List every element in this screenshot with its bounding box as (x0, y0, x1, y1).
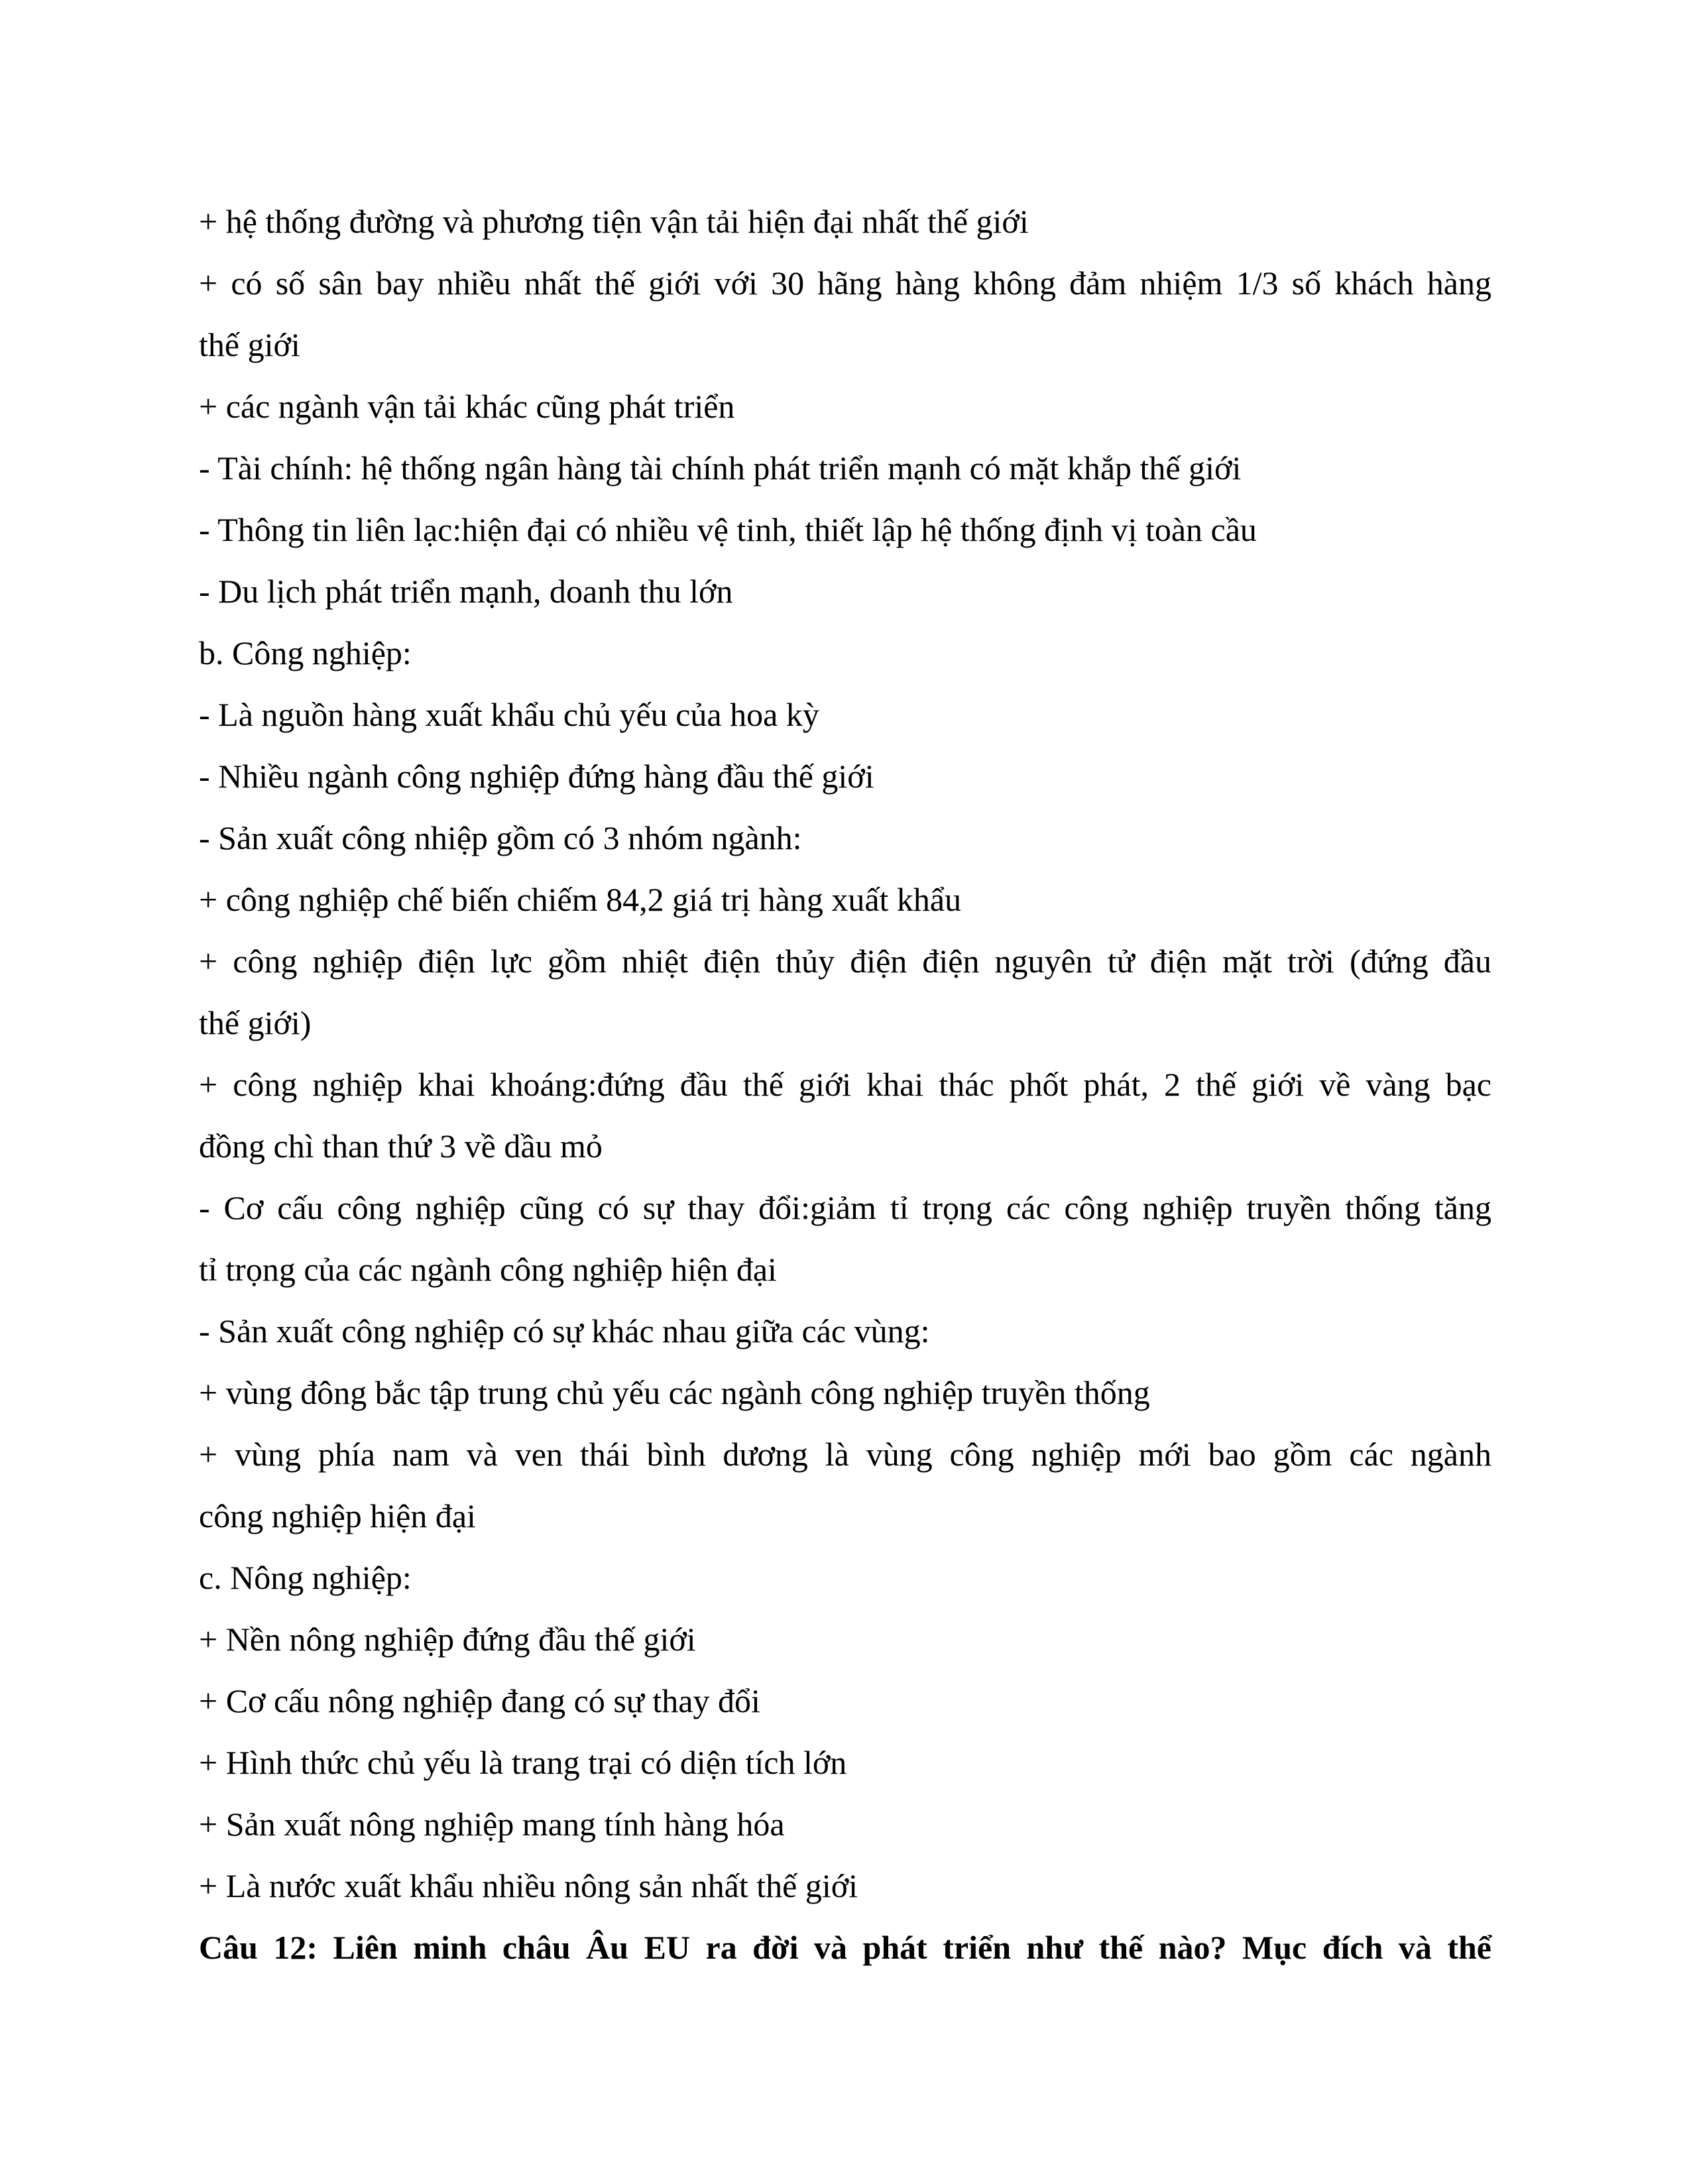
text-line: + hệ thống đường và phương tiện vận tải hiện đại nhất thế giới (199, 203, 1029, 240)
text-line: + công nghiệp chế biến chiếm 84,2 giá trị hàng xuất khẩu (199, 881, 962, 918)
text-line: - Nhiều ngành công nghiệp đứng hàng đầu thế giới (199, 758, 874, 795)
section-heading-nong-nghiep: c. Nông nghiệp: (199, 1559, 412, 1596)
text-line: tỉ trọng của các ngành công nghiệp hiện đại (199, 1251, 777, 1288)
document-page (199, 191, 1491, 1979)
text-line: + vùng phía nam và ven thái bình dương là vùng công nghiệp mới bao gồm các ngành (199, 1436, 1491, 1473)
text-line: - Sản xuất công nhiệp gồm có 3 nhóm ngành: (199, 819, 802, 856)
question-heading: Câu 12: Liên minh châu Âu EU ra đời và phát triển như thế nào? Mục đích và thể (199, 1929, 1491, 1966)
text-line: + Hình thức chủ yếu là trang trại có diện tích lớn (199, 1744, 847, 1781)
text-line: - Cơ cấu công nghiệp cũng có sự thay đổi:giảm tỉ trọng các công nghiệp truyền thống tăng (199, 1189, 1491, 1226)
text-line: + Nền nông nghiệp đứng đầu thế giới (199, 1621, 696, 1658)
section-heading-cong-nghiep: b. Công nghiệp: (199, 634, 412, 671)
text-line: - Là nguồn hàng xuất khẩu chủ yếu của hoa kỳ (199, 696, 819, 733)
text-line: + có số sân bay nhiều nhất thế giới với 30 hãng hàng không đảm nhiệm 1/3 số khách hàng (199, 264, 1491, 302)
text-line: công nghiệp hiện đại (199, 1497, 476, 1534)
text-line: + vùng đông bắc tập trung chủ yếu các ngành công nghiệp truyền thống (199, 1374, 1150, 1411)
text-line: - Du lịch phát triển mạnh, doanh thu lớn (199, 573, 733, 610)
text-line: đồng chì than thứ 3 về dầu mỏ (199, 1127, 603, 1165)
text-line: + công nghiệp khai khoáng:đứng đầu thế giới khai thác phốt phát, 2 thế giới về vàng bạc (199, 1066, 1491, 1103)
text-line: thế giới) (199, 1004, 312, 1041)
text-line: + Cơ cấu nông nghiệp đang có sự thay đổi (199, 1682, 760, 1719)
text-line: thế giới (199, 326, 300, 363)
text-line: - Tài chính: hệ thống ngân hàng tài chính phát triển mạnh có mặt khắp thế giới (199, 449, 1242, 487)
text-line: + các ngành vận tải khác cũng phát triển (199, 388, 735, 425)
text-line: - Thông tin liên lạc:hiện đại có nhiều vệ tinh, thiết lập hệ thống định vị toàn cầu (199, 511, 1257, 548)
text-line: + công nghiệp điện lực gồm nhiệt điện thủy điện điện nguyên tử điện mặt trời (đứng đầu (199, 943, 1491, 980)
text-line: + Là nước xuất khẩu nhiều nông sản nhất thế giới (199, 1867, 858, 1904)
text-line: + Sản xuất nông nghiệp mang tính hàng hóa (199, 1806, 785, 1843)
text-line: - Sản xuất công nghiệp có sự khác nhau giữa các vùng: (199, 1312, 930, 1350)
